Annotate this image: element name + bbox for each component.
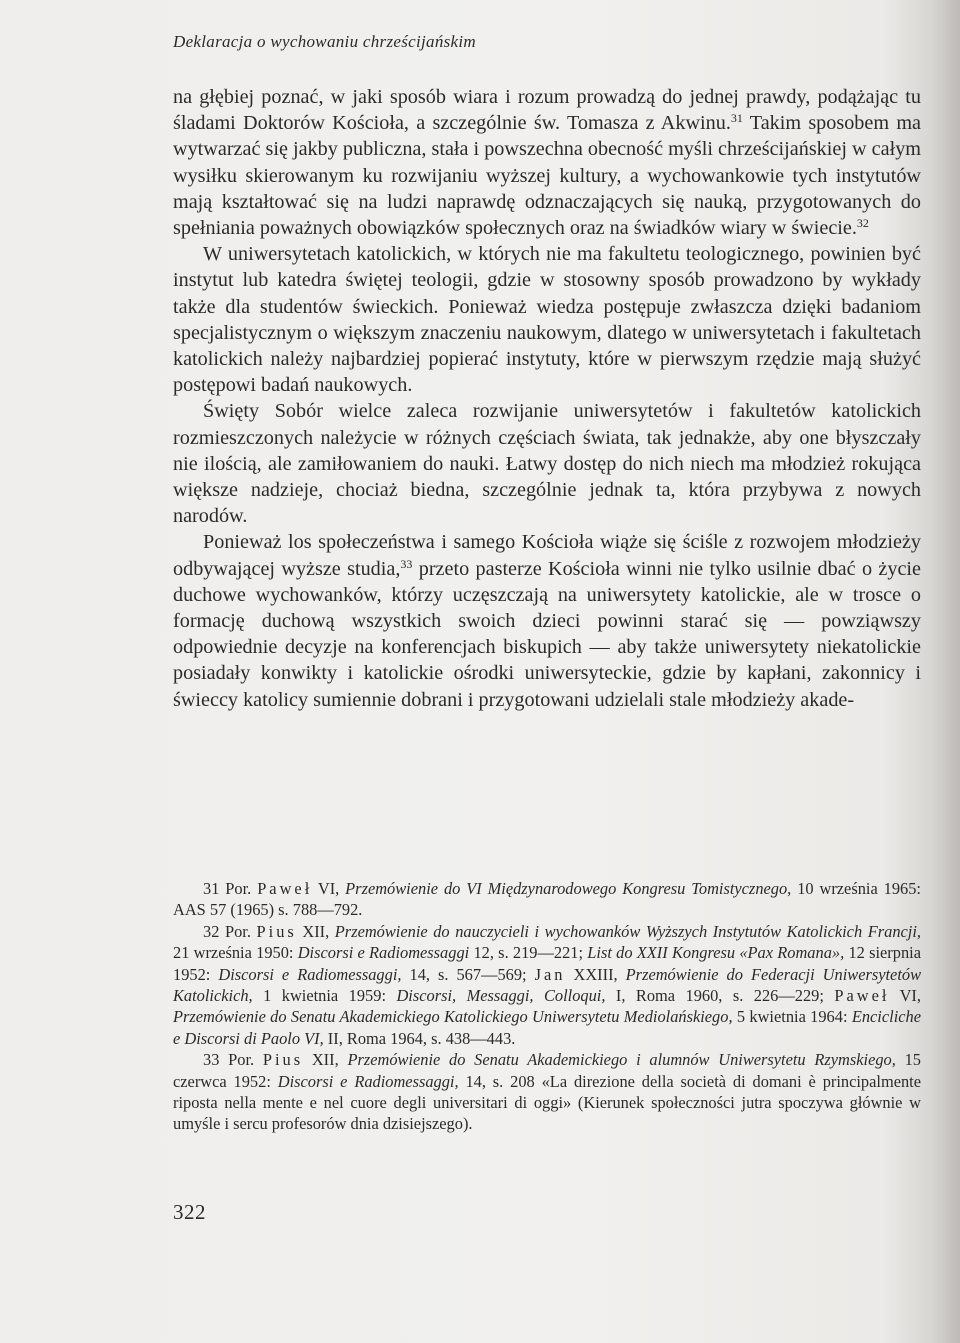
footnote-text: XII, xyxy=(296,921,335,941)
paragraph-3 xyxy=(173,398,921,529)
footnote-text: 5 kwietnia 1964: xyxy=(732,1007,852,1027)
paragraph-text: Święty Sobór wielce zaleca rozwijanie uniwersytetów i fakultetów katolickich rozmieszczonych należycie w różnych częściach świata, tak jednakże, aby one błyszczały nie ilością, ale zamiłowaniem do nauki. Łatwy dostęp do nich niech ma młodzież rokująca większe nadzieje, chociaż biedna, szczególnie jednak ta, która przybywa z nowych narodów. xyxy=(173,400,921,528)
footnote-text: 14, s. 208 «La direzione della società di domani è principalmente riposta nella mente e nel cuore degli universitari di oggi» (Kierunek społeczności jutra spoczywa głównie w umyśle i sercu profesorów dnia dzisiejszego). xyxy=(173,1071,922,1134)
footnote-author: Jan xyxy=(534,964,566,984)
footnote-32 xyxy=(173,921,921,1049)
paragraph-text: Ponieważ los społeczeństwa i samego Kościoła wiąże się ściśle z rozwojem młodzieży odbywającej wyższe studia, xyxy=(173,531,921,580)
footnote-author: Paweł xyxy=(834,986,890,1006)
footnote-title: Encicliche e Discorsi di Paolo VI, xyxy=(173,1007,921,1048)
footnote-31 xyxy=(173,878,921,921)
footnote-author: Pius xyxy=(256,921,297,941)
paragraph-text: Takim sposobem ma wytwarzać się jakby publiczna, stała i powszechna obecność myśli chrześcijańskiej w całym wysiłku skierowanym ku rozwijaniu wyższej kultury, a wychowankowie tych instytutów mają kształtować się na ludzi naprawdę odznaczających się nauką, przygotowanych do spełniania poważnych obowiązków społecznych oraz na świadków wiary w świecie. xyxy=(173,112,921,240)
footnote-ref-32: 32 xyxy=(856,216,869,231)
footnote-text: XII, xyxy=(303,1050,348,1070)
footnote-number: 33 xyxy=(203,1050,220,1070)
body-text xyxy=(173,84,921,713)
footnote-text: Por. xyxy=(219,921,257,941)
footnote-text: 10 września 1965: AAS 57 (1965) s. 788—792. xyxy=(173,879,921,920)
footnote-text: 15 czerwca 1952: xyxy=(173,1050,921,1091)
paragraph-text: przeto pasterze Kościoła winni nie tylko usilnie dbać o życie duchowe wychowanków, którzy uczęszczają na uniwersytety katolickie, ale w trosce o formację duchową wszystkich swoich dzieci powinni starać się — powziąwszy odpowiednie decyzje na konferencjach biskupich — aby także uniwersytety niekatolickie posiadały konwikty i katolickie ośrodki uniwersyteckie, gdzie by kapłani, zakonnicy i świeccy katolicy sumiennie dobrani i przygotowani udzielali stale młodzieży akade- xyxy=(173,557,921,711)
footnote-text: VI, xyxy=(312,879,346,898)
footnote-author: Paweł xyxy=(257,879,313,898)
footnote-author: Pius xyxy=(262,1050,304,1070)
footnote-text: Por. xyxy=(219,879,258,898)
paragraph-4 xyxy=(173,529,921,712)
footnote-title: Przemówienie do Senatu Akademickiego Katolickiego Uniwersytetu Mediolańskiego, xyxy=(173,1007,733,1027)
footnote-ref-31: 31 xyxy=(730,111,743,126)
paragraph-1 xyxy=(173,84,921,241)
footnote-text: 1 kwietnia 1959: xyxy=(252,986,397,1006)
footnote-text: 14, s. 567—569; xyxy=(401,964,535,984)
paragraph-2 xyxy=(173,241,921,398)
footnote-ref-33: 33 xyxy=(400,556,413,571)
footnote-title: List do XXII Kongresu «Pax Romana», xyxy=(587,943,845,963)
page-number: 322 xyxy=(173,1200,206,1224)
footnote-text: 12 sierpnia 1952: xyxy=(173,943,921,984)
paragraph-text: na głębiej poznać, w jaki sposób wiara i rozum prowadzą do jednej prawdy, podążając tu śladami Doktorów Kościoła, a szczególnie św. Tomasza z Akwinu. xyxy=(173,86,921,135)
footnote-text: 21 września 1950: xyxy=(173,943,298,963)
footnote-number: 31 xyxy=(203,879,220,898)
footnote-text: I, Roma 1960, s. 226—229; xyxy=(605,986,835,1006)
footnote-text: 12, s. 219—221; xyxy=(469,943,588,963)
running-head: Deklaracja o wychowaniu chrześcijańskim xyxy=(173,32,477,51)
footnote-text: XXIII, xyxy=(565,964,626,984)
footnote-text: II, Roma 1964, s. 438—443. xyxy=(323,1028,516,1048)
footnote-number: 32 xyxy=(203,921,220,941)
footnotes xyxy=(173,878,921,1135)
footnote-33 xyxy=(173,1049,921,1135)
footnote-title: Przemówienie do nauczycieli i wychowanków Wyższych Instytutów Katolickich Francji, xyxy=(334,921,921,941)
footnote-title: Discorsi e Radiomessaggi xyxy=(297,943,470,963)
footnote-text: Por. xyxy=(219,1050,263,1070)
footnote-title: Discorsi e Radiomessaggi, xyxy=(218,964,402,984)
paragraph-text: W uniwersytetach katolickich, w których nie ma fakultetu teologicznego, powinien być instytut lub katedra świętej teologii, gdzie w stosowny sposób prowadzono by wykłady także dla studentów świeckich. Ponieważ wiedza postępuje zwłaszcza dzięki badaniom specjalistycznym o większym znaczeniu naukowym, dlatego w uniwersytetach i fakultetach katolickich należy najbardziej popierać instytuty, które w pierwszym rzędzie mają służyć postępowi badań naukowych. xyxy=(173,243,921,397)
footnote-title: Przemówienie do Federacji Uniwersytetów Katolickich, xyxy=(173,964,922,1006)
footnote-title: Przemówienie do VI Międzynarodowego Kongresu Tomistycznego, xyxy=(345,879,792,898)
footnote-text: VI, xyxy=(889,986,921,1006)
footnote-title: Przemówienie do Senatu Akademickiego i alumnów Uniwersytetu Rzymskiego, xyxy=(347,1050,896,1070)
footnote-title: Discorsi e Radiomessaggi, xyxy=(277,1071,459,1091)
footnote-title: Discorsi, Messaggi, Colloqui, xyxy=(396,986,606,1006)
